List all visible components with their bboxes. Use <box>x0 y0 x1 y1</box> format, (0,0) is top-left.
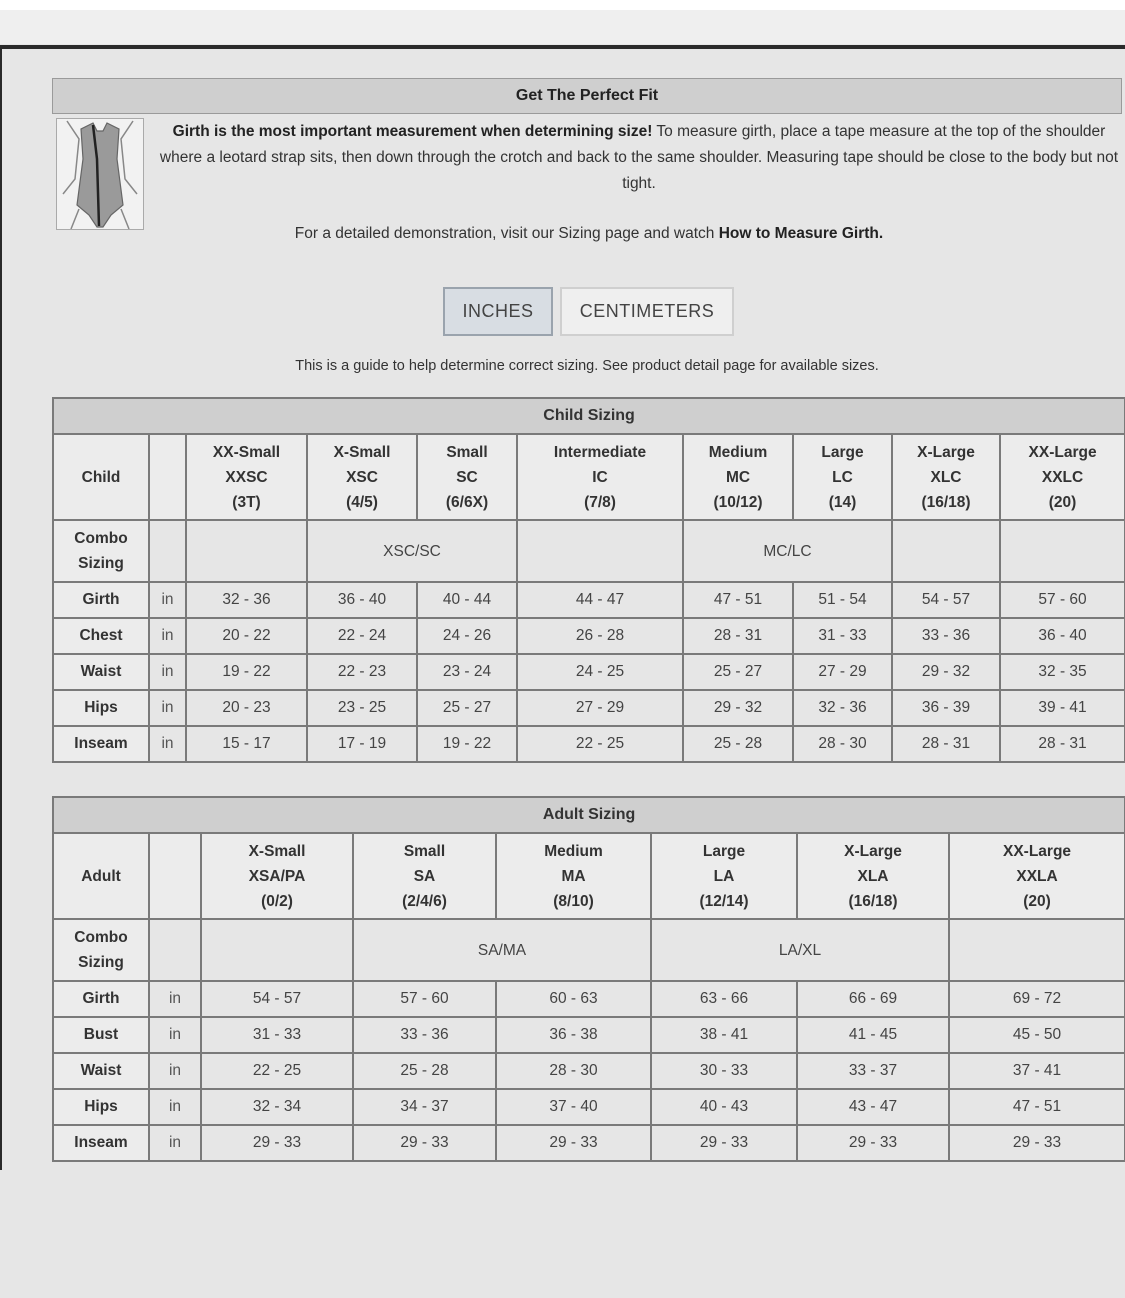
measurement-value: 36 - 40 <box>307 582 417 618</box>
measurement-label: Inseam <box>53 1125 149 1161</box>
unit-cell: in <box>149 654 186 690</box>
inches-toggle-button[interactable]: INCHES <box>443 287 553 336</box>
child-sizing-table <box>52 397 1125 763</box>
measurement-value: 40 - 44 <box>417 582 517 618</box>
measurement-value: 54 - 57 <box>201 981 353 1017</box>
girth-lead-rest: To measure girth, place a tape measure at the top of the shoulder where a leotard strap sits, then down through the crotch and back to the same shoulder. Measuring tape should be close to the body but not tight. <box>159 123 1119 192</box>
combo-la-xl: LA/XL <box>651 919 949 981</box>
combo-cell <box>186 520 307 582</box>
how-to-measure-link[interactable]: How to Measure Girth. <box>718 225 884 242</box>
adult-corner-label: Adult <box>53 833 149 919</box>
measurement-value: 17 - 19 <box>307 726 417 762</box>
measurement-value: 22 - 24 <box>307 618 417 654</box>
measurement-label: Girth <box>53 582 149 618</box>
measurement-value: 32 - 35 <box>1000 654 1125 690</box>
measurement-value: 25 - 27 <box>417 690 517 726</box>
measurement-label: Chest <box>53 618 149 654</box>
measurement-value: 39 - 41 <box>1000 690 1125 726</box>
measurement-value: 47 - 51 <box>949 1089 1125 1125</box>
unit-cell: in <box>149 1053 201 1089</box>
size-header: X-Large XLA (16/18) <box>797 833 949 919</box>
measurement-label: Waist <box>53 1053 149 1089</box>
measurement-value: 29 - 32 <box>892 654 1000 690</box>
size-header: Medium MC (10/12) <box>683 434 793 520</box>
measurement-value: 23 - 25 <box>307 690 417 726</box>
measurement-value: 40 - 43 <box>651 1089 797 1125</box>
measurement-value: 29 - 33 <box>496 1125 651 1161</box>
measurement-value: 25 - 28 <box>683 726 793 762</box>
measurement-value: 32 - 34 <box>201 1089 353 1125</box>
measurement-value: 57 - 60 <box>353 981 496 1017</box>
measurement-value: 43 - 47 <box>797 1089 949 1125</box>
top-bar <box>0 10 1125 44</box>
unit-cell: in <box>149 981 201 1017</box>
measurement-label: Girth <box>53 981 149 1017</box>
size-header: Intermediate IC (7/8) <box>517 434 683 520</box>
measurement-value: 23 - 24 <box>417 654 517 690</box>
combo-cell <box>949 919 1125 981</box>
measurement-value: 26 - 28 <box>517 618 683 654</box>
measurement-value: 41 - 45 <box>797 1017 949 1053</box>
measurement-value: 60 - 63 <box>496 981 651 1017</box>
child-corner-label: Child <box>53 434 149 520</box>
combo-cell <box>201 919 353 981</box>
measurement-value: 66 - 69 <box>797 981 949 1017</box>
size-header: Small SC (6/6X) <box>417 434 517 520</box>
measurement-value: 32 - 36 <box>186 582 307 618</box>
measurement-value: 32 - 36 <box>793 690 892 726</box>
adult-sizing-title: Adult Sizing <box>53 797 1125 833</box>
measurement-label: Hips <box>53 690 149 726</box>
centimeters-toggle-button[interactable]: CENTIMETERS <box>560 287 734 336</box>
combo-xsc-sc: XSC/SC <box>307 520 517 582</box>
demo-text <box>156 222 1022 246</box>
unit-cell: in <box>149 1089 201 1125</box>
measurement-value: 15 - 17 <box>186 726 307 762</box>
measurement-label: Waist <box>53 654 149 690</box>
adult-sizing-table <box>52 796 1125 1162</box>
girth-instructions <box>156 119 1122 197</box>
measurement-row <box>53 654 1125 690</box>
measurement-value: 24 - 25 <box>517 654 683 690</box>
leotard-icon <box>57 119 143 229</box>
measurement-row <box>53 1125 1125 1161</box>
measurement-value: 57 - 60 <box>1000 582 1125 618</box>
size-header: X-Small XSA/PA (0/2) <box>201 833 353 919</box>
measurement-value: 63 - 66 <box>651 981 797 1017</box>
measurement-value: 44 - 47 <box>517 582 683 618</box>
measurement-value: 20 - 22 <box>186 618 307 654</box>
combo-cell <box>892 520 1000 582</box>
unit-cell: in <box>149 726 186 762</box>
measurement-value: 24 - 26 <box>417 618 517 654</box>
measurement-row <box>53 1017 1125 1053</box>
measurement-value: 51 - 54 <box>793 582 892 618</box>
measurement-value: 37 - 40 <box>496 1089 651 1125</box>
combo-mc-lc: MC/LC <box>683 520 892 582</box>
unit-header <box>149 434 186 520</box>
page-top-border <box>0 45 1125 49</box>
measurement-value: 29 - 33 <box>797 1125 949 1161</box>
measurement-value: 29 - 33 <box>201 1125 353 1161</box>
measurement-value: 27 - 29 <box>793 654 892 690</box>
measurement-row <box>53 618 1125 654</box>
combo-unit-cell <box>149 520 186 582</box>
leotard-girth-illustration <box>56 118 144 230</box>
fit-section-header: Get The Perfect Fit <box>52 78 1122 114</box>
unit-cell: in <box>149 618 186 654</box>
size-header: Large LA (12/14) <box>651 833 797 919</box>
measurement-value: 28 - 31 <box>683 618 793 654</box>
measurement-row <box>53 726 1125 762</box>
measurement-value: 31 - 33 <box>793 618 892 654</box>
measurement-value: 69 - 72 <box>949 981 1125 1017</box>
size-header: X-Small XSC (4/5) <box>307 434 417 520</box>
measurement-value: 36 - 40 <box>1000 618 1125 654</box>
unit-cell: in <box>149 690 186 726</box>
combo-sizing-label: Combo Sizing <box>53 520 149 582</box>
unit-header <box>149 833 201 919</box>
measurement-value: 28 - 30 <box>793 726 892 762</box>
size-header: XX-Large XXLC (20) <box>1000 434 1125 520</box>
measurement-value: 31 - 33 <box>201 1017 353 1053</box>
combo-cell <box>1000 520 1125 582</box>
measurement-row <box>53 582 1125 618</box>
measurement-value: 22 - 25 <box>517 726 683 762</box>
girth-lead-bold: Girth is the most important measurement when determining size! <box>172 123 653 140</box>
top-strip <box>0 0 1125 10</box>
measurement-value: 47 - 51 <box>683 582 793 618</box>
measurement-value: 20 - 23 <box>186 690 307 726</box>
size-header: Large LC (14) <box>793 434 892 520</box>
measurement-value: 28 - 30 <box>496 1053 651 1089</box>
page-left-border <box>0 45 2 1170</box>
measurement-value: 33 - 36 <box>892 618 1000 654</box>
measurement-row <box>53 1053 1125 1089</box>
sizing-guide-note: This is a guide to help determine correct sizing. See product detail page for available sizes. <box>295 358 879 374</box>
measurement-value: 27 - 29 <box>517 690 683 726</box>
measurement-value: 19 - 22 <box>186 654 307 690</box>
unit-cell: in <box>149 582 186 618</box>
measurement-value: 45 - 50 <box>949 1017 1125 1053</box>
measurement-value: 33 - 36 <box>353 1017 496 1053</box>
size-header: Medium MA (8/10) <box>496 833 651 919</box>
measurement-value: 36 - 39 <box>892 690 1000 726</box>
demo-prefix: For a detailed demonstration, visit our Sizing page and watch <box>294 225 719 242</box>
combo-unit-cell <box>149 919 201 981</box>
combo-sa-ma: SA/MA <box>353 919 651 981</box>
size-header: X-Large XLC (16/18) <box>892 434 1000 520</box>
measurement-label: Bust <box>53 1017 149 1053</box>
child-sizing-title: Child Sizing <box>53 398 1125 434</box>
measurement-label: Hips <box>53 1089 149 1125</box>
size-header: XX-Large XXLA (20) <box>949 833 1125 919</box>
combo-sizing-label: Combo Sizing <box>53 919 149 981</box>
measurement-value: 33 - 37 <box>797 1053 949 1089</box>
measurement-row <box>53 1089 1125 1125</box>
measurement-value: 25 - 28 <box>353 1053 496 1089</box>
size-header: Small SA (2/4/6) <box>353 833 496 919</box>
unit-cell: in <box>149 1017 201 1053</box>
measurement-value: 29 - 33 <box>353 1125 496 1161</box>
measurement-value: 29 - 33 <box>949 1125 1125 1161</box>
measurement-label: Inseam <box>53 726 149 762</box>
measurement-value: 29 - 33 <box>651 1125 797 1161</box>
measurement-value: 38 - 41 <box>651 1017 797 1053</box>
measurement-value: 25 - 27 <box>683 654 793 690</box>
measurement-value: 36 - 38 <box>496 1017 651 1053</box>
combo-cell <box>517 520 683 582</box>
measurement-value: 30 - 33 <box>651 1053 797 1089</box>
measurement-row <box>53 690 1125 726</box>
measurement-value: 34 - 37 <box>353 1089 496 1125</box>
measurement-value: 54 - 57 <box>892 582 1000 618</box>
measurement-value: 19 - 22 <box>417 726 517 762</box>
measurement-value: 28 - 31 <box>1000 726 1125 762</box>
unit-cell: in <box>149 1125 201 1161</box>
measurement-row <box>53 981 1125 1017</box>
measurement-value: 22 - 23 <box>307 654 417 690</box>
measurement-value: 37 - 41 <box>949 1053 1125 1089</box>
measurement-value: 22 - 25 <box>201 1053 353 1089</box>
measurement-value: 28 - 31 <box>892 726 1000 762</box>
size-header: XX-Small XXSC (3T) <box>186 434 307 520</box>
measurement-value: 29 - 32 <box>683 690 793 726</box>
